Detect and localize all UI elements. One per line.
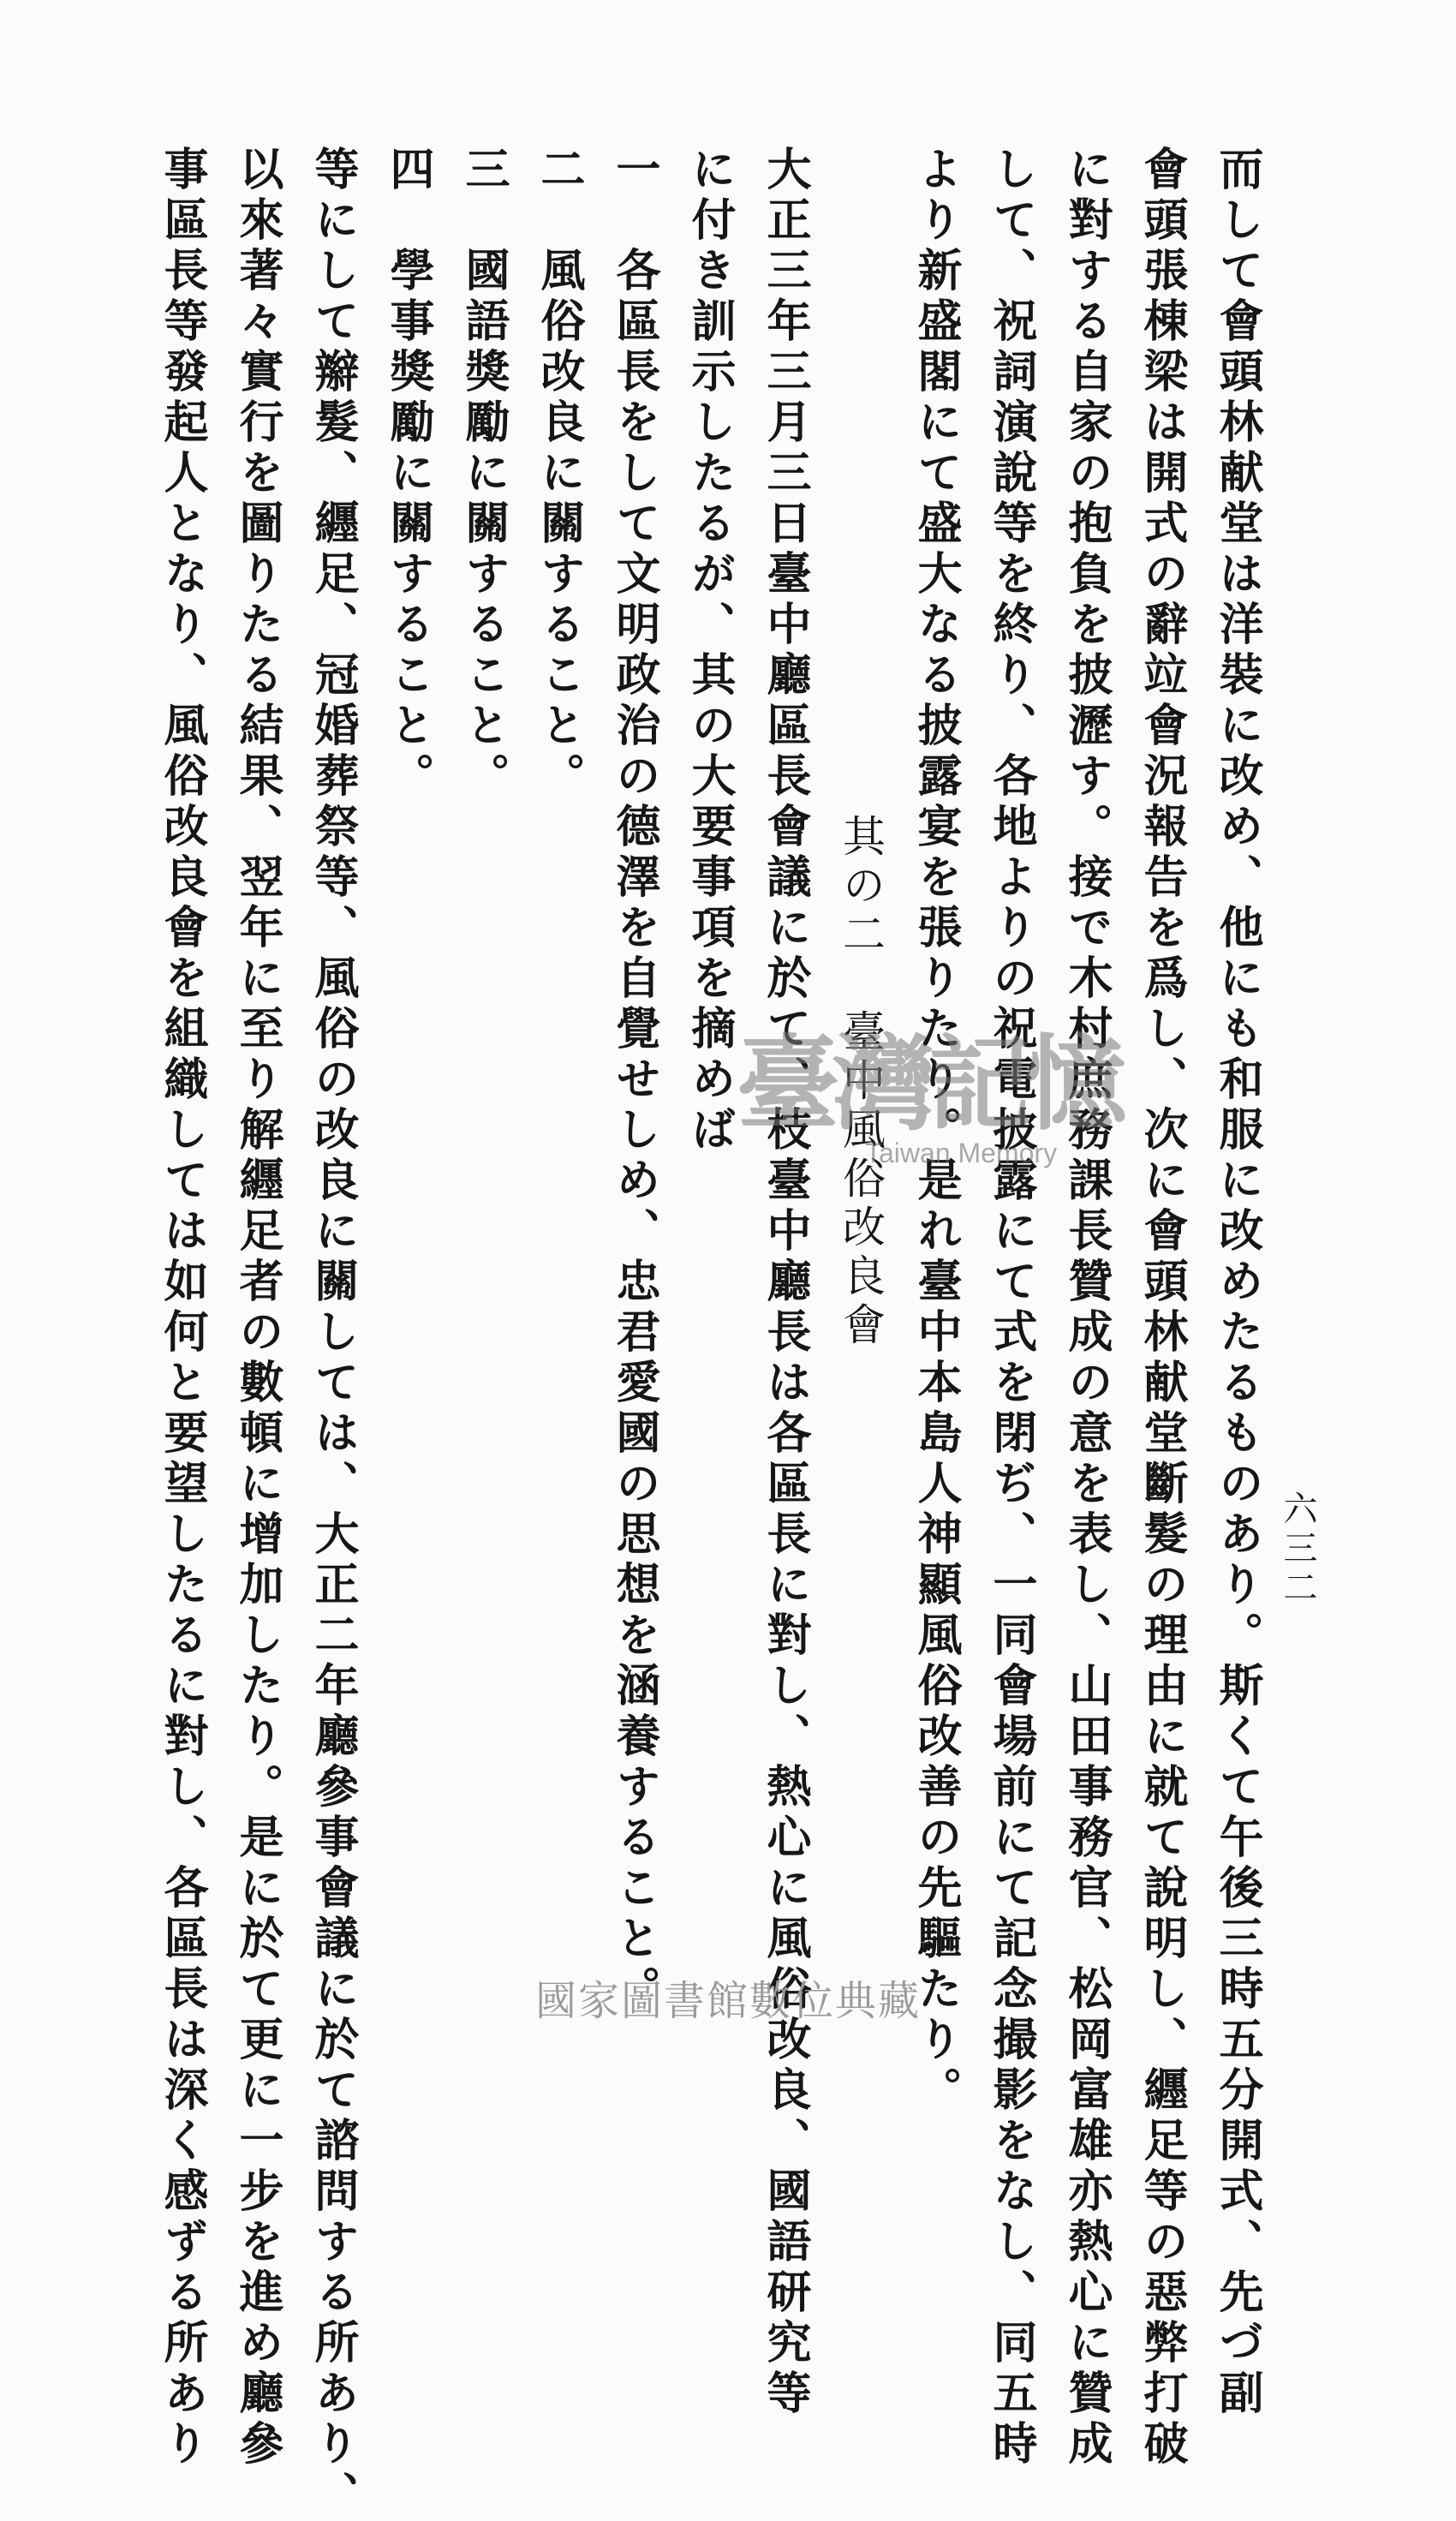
text-column-15: 事區長等發起人となり、風俗改良會を組織しては如何と要望したるに對し、各區長は深く感ずる所あり <box>156 146 208 2470</box>
text-column-2: 會頭張棟梁は開式の辭竝會況報告を爲し、次に會頭林献堂斷髮の理由に就て說明し、纒足等の惡弊打破 <box>1136 146 1188 2470</box>
body-text <box>128 146 1263 2521</box>
list-item-2: 二 風俗改良に關すること。 <box>533 146 585 803</box>
watermark-english: Taiwan Memory <box>865 1138 1058 1168</box>
section-heading: 其の二 臺中風俗改良會 <box>836 814 886 1351</box>
watermark-chinese: 臺灣記憶 <box>737 1024 1120 1144</box>
text-column-8: に付き訓示したるが、其の大要事項を摘めば <box>683 146 736 1156</box>
text-column-4: して、祝詞演說等を終り、各地よりの祝電披露にて式を閉ぢ、一同會場前にて記念撮影をなし、同五時 <box>985 146 1037 2470</box>
text-column-7: 大正三年三月三日臺中廳區長會議に於て、枝臺中廳長は各區長に對し、熱心に風俗改良、國語研究等 <box>759 146 811 2420</box>
text-column-1: 而して會頭林献堂は洋裝に改め、他にも和服に改めたるものあり。斯くて午後三時五分開式、先づ副 <box>1211 146 1263 2420</box>
text-column-5: より新盛閣にて盛大なる披露宴を張りたり。是れ臺中本島人神顯風俗改善の先驅たり。 <box>910 146 962 2117</box>
page-number: 六三二 <box>1278 1490 1317 1609</box>
text-column-13: 等にして辮髮、纒足、冠婚葬祭等、風俗の改良に關しては、大正二年廳參事會議に於て諮問する所あり、 <box>307 146 359 2521</box>
footer-library-name: 國家圖書館數位典藏 <box>534 1977 921 2025</box>
list-item-4: 四 學事獎勵に關すること。 <box>382 146 434 803</box>
text-column-14: 以來著々實行を圖りたる結果、翌年に至り解纒足者の數頓に增加したり。是に於て更に一步を進め廳參 <box>231 146 283 2470</box>
text-column-3: に對する自家の抱負を披瀝す。接で木村庶務課長贊成の意を表し、山田事務官、松岡富雄亦熱心に贊成 <box>1060 146 1113 2470</box>
list-item-1: 一 各區長をして文明政治の德澤を自覺せしめ、忠君愛國の思想を涵養すること。 <box>608 146 660 2016</box>
list-item-3: 三 國語獎勵に關すること。 <box>457 146 510 803</box>
